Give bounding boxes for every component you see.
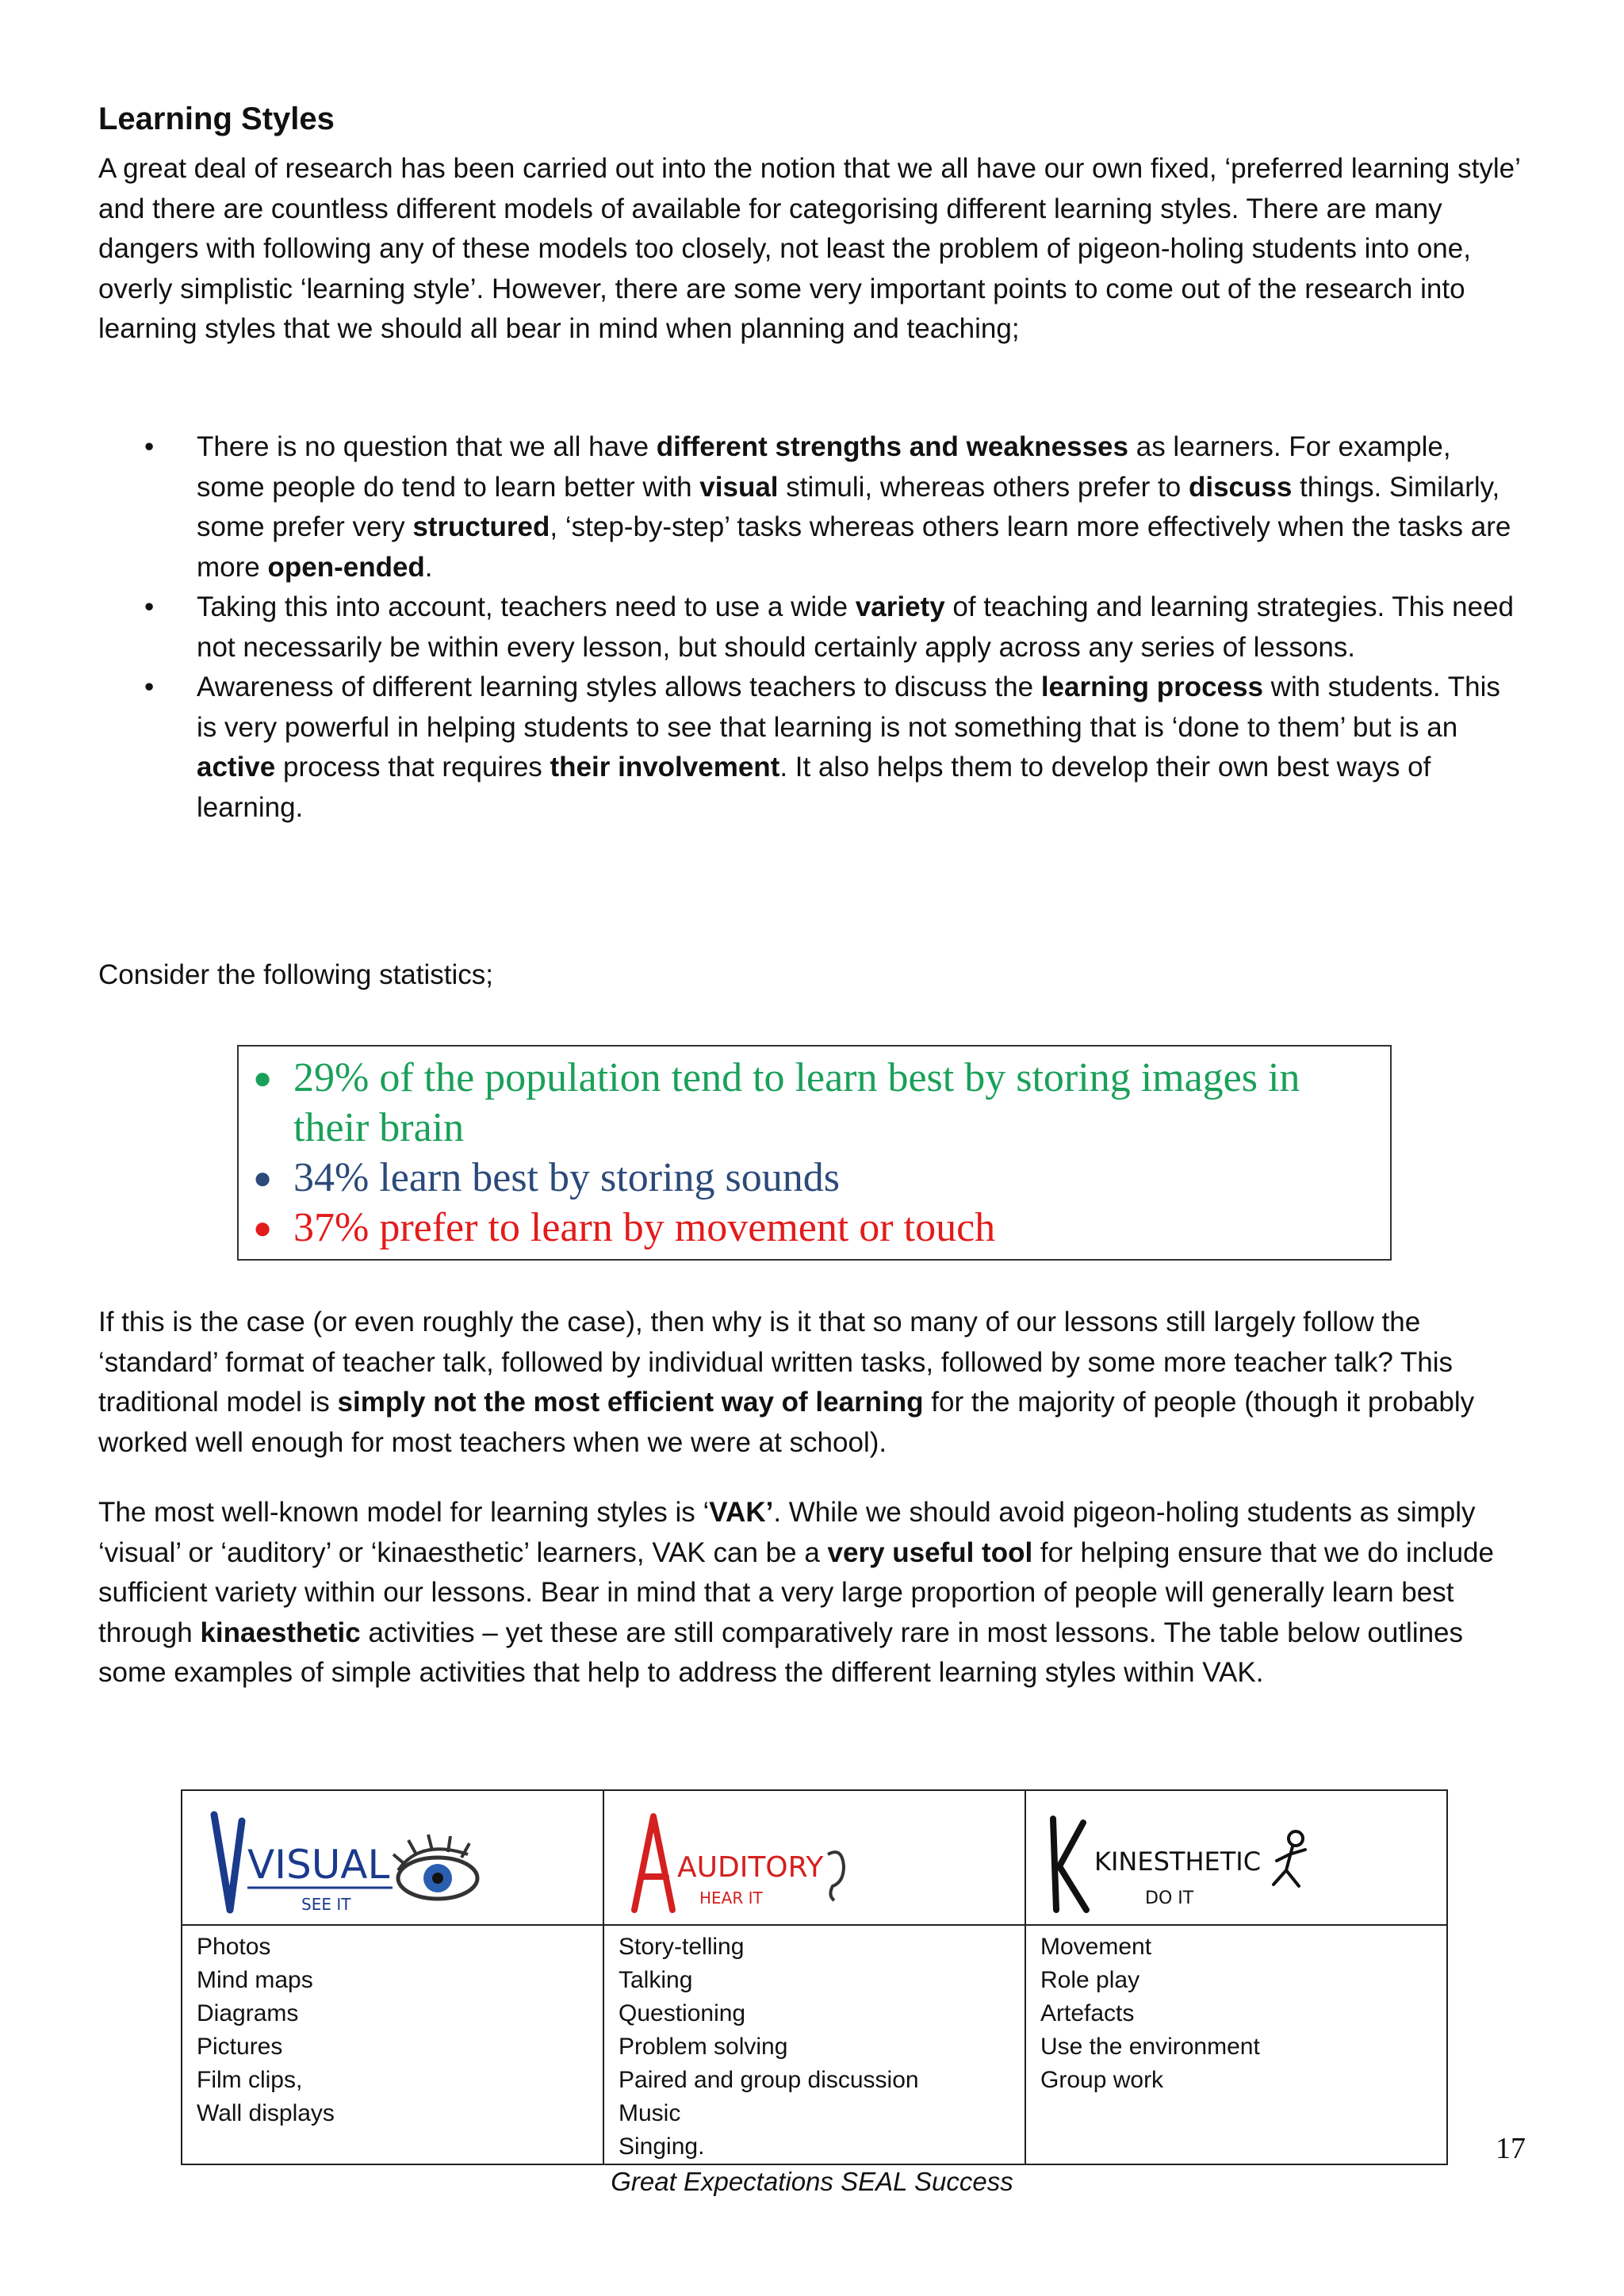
list-item: Problem solving bbox=[619, 2034, 788, 2060]
list-item: Photos bbox=[197, 1934, 271, 1960]
list-item: Mind maps bbox=[197, 1967, 313, 1993]
list-item: Paired and group discussion bbox=[619, 2067, 919, 2093]
list-item: Film clips, bbox=[197, 2067, 303, 2093]
auditory-header-cell bbox=[603, 1790, 1025, 1925]
list-item: Diagrams bbox=[197, 2000, 299, 2026]
bullet-dot-icon: ● bbox=[253, 1060, 273, 1096]
kinesthetic-logo-subtext: DO IT bbox=[1145, 1888, 1194, 1908]
standard-format-paragraph: If this is the case (or even roughly the case), then why is it that so many of our lessons still largely follow the ‘standard’ format of teacher talk, followed by individual written tasks, followed by some more teacher talk? This traditional model is simply not the most efficient way of learning for the majority of people (though it probably worked well enough for most teachers when we were at school). bbox=[98, 1307, 1475, 1458]
auditory-activities-cell bbox=[603, 1925, 1025, 2164]
auditory-logo-text: AUDITORY bbox=[677, 1851, 824, 1884]
table-header-row bbox=[182, 1790, 1447, 1925]
running-figure-icon bbox=[1274, 1831, 1305, 1886]
intro-paragraph: A great deal of research has been carried out into the notion that we all have our own fixed, ‘preferred learning style’ and there are countless different models of available for categorising different learning styles. There are many dangers with following any of these models too closely, not least the problem of pigeon-holing students into one, overly simplistic ‘learning style’. However, there are some very important points to come out of the research into learning styles that we should all bear in mind when planning and teaching; bbox=[98, 153, 1520, 344]
stat-visual: ● 29% of the population tend to learn best by storing images in their brain bbox=[250, 1053, 1379, 1153]
list-item: Questioning bbox=[619, 2000, 746, 2026]
visual-activities-cell bbox=[182, 1925, 603, 2164]
kinesthetic-header-cell bbox=[1025, 1790, 1447, 1925]
visual-logo bbox=[182, 1791, 603, 1924]
list-item: Use the environment bbox=[1040, 2034, 1260, 2060]
list-item: Singing. bbox=[619, 2133, 705, 2160]
bullet-dot-icon: • bbox=[144, 672, 155, 702]
kinesthetic-logo bbox=[1026, 1791, 1446, 1924]
list-item: Story-telling bbox=[619, 1934, 745, 1960]
visual-logo-text: VISUAL bbox=[247, 1842, 390, 1888]
bullet-awareness: • Awareness of different learning styles allows teachers to discuss the learning process with students. This is very powerful in helping students to see that learning is not something that is ‘done to them’ but is an active process that requires their involvement. It also helps them to develop their own best ways of learning. bbox=[98, 668, 1526, 828]
visual-header-cell bbox=[182, 1790, 603, 1925]
list-item: Talking bbox=[619, 1967, 693, 1993]
list-item: Music bbox=[619, 2100, 681, 2126]
auditory-logo bbox=[604, 1791, 1025, 1924]
list-item: Pictures bbox=[197, 2034, 283, 2060]
auditory-logo-subtext: HEAR IT bbox=[699, 1888, 763, 1908]
kinesthetic-activities-cell bbox=[1025, 1925, 1447, 2164]
list-item: Wall displays bbox=[197, 2100, 335, 2126]
list-item: Artefacts bbox=[1040, 2000, 1135, 2026]
eye-icon bbox=[393, 1835, 477, 1899]
list-item: Group work bbox=[1040, 2067, 1164, 2093]
table-body-row bbox=[182, 1925, 1447, 2164]
consider-statistics-line: Consider the following statistics; bbox=[98, 959, 493, 990]
list-item: Role play bbox=[1040, 1967, 1140, 1993]
bullet-dot-icon: ● bbox=[253, 1160, 273, 1196]
visual-logo-subtext: SEE IT bbox=[301, 1895, 351, 1914]
section-heading: Learning Styles bbox=[98, 101, 335, 136]
vak-activities-table bbox=[181, 1789, 1448, 2165]
list-item: Movement bbox=[1040, 1934, 1152, 1960]
statistics-box bbox=[237, 1045, 1392, 1261]
stat-kinesthetic: ● 37% prefer to learn by movement or touch bbox=[250, 1203, 1379, 1253]
page-number: 17 bbox=[1496, 2132, 1526, 2165]
vak-paragraph: The most well-known model for learning styles is ‘VAK’. While we should avoid pigeon-holing students as simply ‘visual’ or ‘auditory’ or ‘kinaesthetic’ learners, VAK can be a very useful tool for helping ensure that we do include sufficient variety within our lessons. Bear in mind that a very large proportion of people will generally learn best through kinaesthetic activities – yet these are still comparatively rare in most lessons. The table below outlines some examples of simple activities that help to address the different learning styles within VAK. bbox=[98, 1497, 1494, 1688]
bullet-dot-icon: ● bbox=[253, 1210, 273, 1246]
bullet-dot-icon: • bbox=[144, 591, 155, 622]
bullet-strengths: • There is no question that we all have different strengths and weaknesses as learners. For example, some people do tend to learn better with visual stimuli, whereas others prefer to discuss things. Similarly, some prefer very structured, ‘step-by-step’ tasks whereas others learn more effectively when the tasks are more open-ended. bbox=[98, 427, 1526, 587]
bullet-variety: • Taking this into account, teachers need to use a wide variety of teaching and learning strategies. This need not necessarily be within every lesson, but should certainly apply across any series of lessons. bbox=[98, 587, 1526, 668]
bullet-dot-icon: • bbox=[144, 431, 155, 462]
stat-auditory: ● 34% learn best by storing sounds bbox=[250, 1153, 1379, 1203]
kinesthetic-logo-text: KINESTHETIC bbox=[1094, 1846, 1262, 1877]
ear-icon bbox=[828, 1852, 844, 1900]
page-footer: Great Expectations SEAL Success bbox=[611, 2167, 1013, 2196]
key-points-list bbox=[98, 427, 1526, 828]
